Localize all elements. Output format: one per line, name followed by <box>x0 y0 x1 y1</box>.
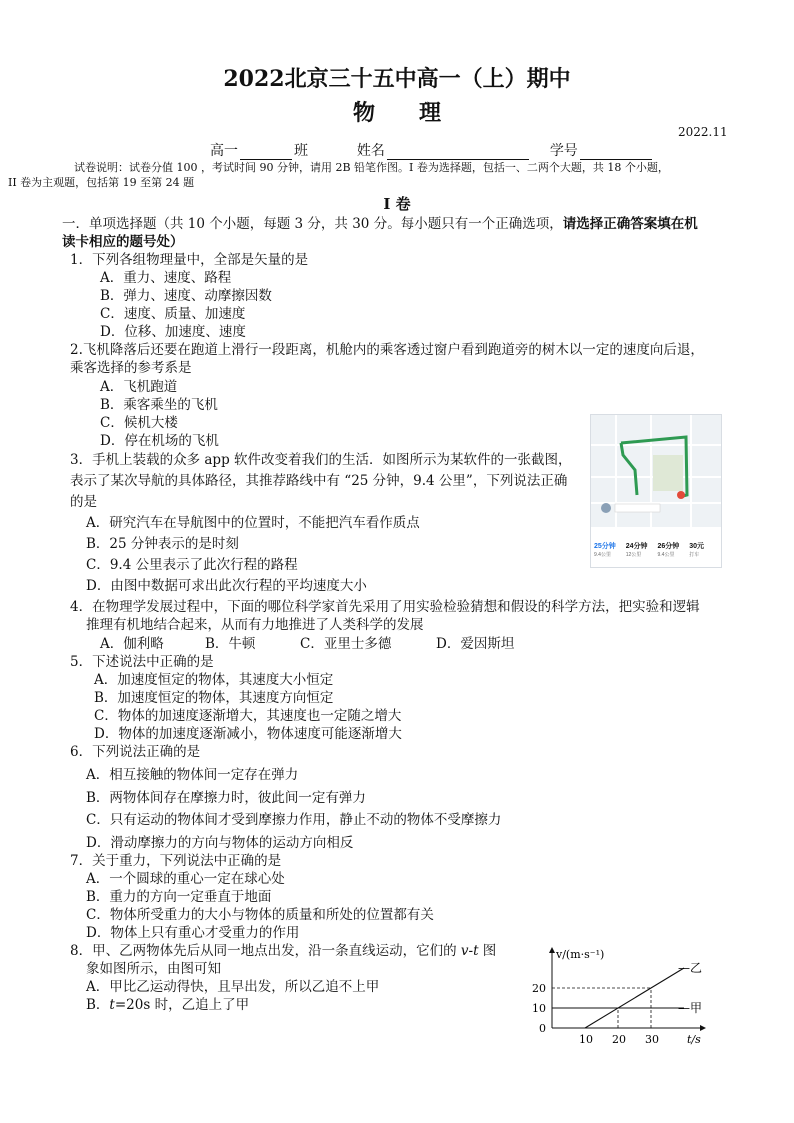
q1-option-c[interactable]: C．速度、质量、加速度 <box>100 306 246 322</box>
q5-stem: 5．下述说法中正确的是 <box>70 654 214 670</box>
instr-part-c: 读卡相应的题号处） <box>62 234 184 250</box>
q8-option-b[interactable] <box>86 996 249 1014</box>
q3-stem-3: 的是 <box>70 494 97 510</box>
graph-ticks <box>532 982 659 1046</box>
q2-option-b[interactable]: B．乘客乘坐的飞机 <box>100 397 218 413</box>
route-option[interactable] <box>591 541 626 558</box>
section-instructions <box>62 215 698 233</box>
instr-part-b: 请选择正确答案填在机 <box>562 216 698 232</box>
route-option[interactable] <box>626 541 658 558</box>
q3-option-c[interactable]: C．9.4 公里表示了此次行程的路程 <box>86 557 298 573</box>
exam-notes <box>8 160 782 190</box>
q4-option-b[interactable]: B．牛顿 <box>205 636 256 652</box>
q1-stem: 1．下列各组物理量中，全部是矢量的是 <box>70 252 309 268</box>
exam-date: 2022.11 <box>678 125 728 139</box>
q4-stem-1: 4．在物理学发展过程中，下面的哪位科学家首先采用了用实验检验猜想和假设的科学方法，把实验和逻辑 <box>70 599 700 615</box>
notes-line-1: 试卷说明：试卷分值 100 ，考试时间 90 分钟，请用 2B 铅笔作图。I 卷为选择题，包括一、二两个大题，共 18 个小题， <box>74 161 669 174</box>
q1-option-b[interactable]: B．弹力、速度、动摩擦因数 <box>100 288 272 304</box>
q8-option-b-text: =20s 时，乙追上了甲 <box>114 997 250 1013</box>
q7-stem: 7．关于重力，下列说法中正确的是 <box>70 853 282 869</box>
q5-option-d[interactable]: D．物体的加速度逐渐减小，物体速度可能逐渐增大 <box>94 726 402 742</box>
navigation-map-image <box>590 414 722 568</box>
name-label: 姓名 <box>356 143 385 159</box>
q4-option-c[interactable]: C．亚里士多德 <box>300 636 392 652</box>
q6-option-d[interactable]: D．滑动摩擦力的方向与物体的运动方向相反 <box>86 835 354 851</box>
q2-option-d[interactable]: D．停在机场的飞机 <box>100 433 219 449</box>
section-title: I 卷 <box>383 195 411 213</box>
q4-option-a[interactable]: A．伽利略 <box>100 636 164 652</box>
route-option[interactable] <box>658 541 690 558</box>
y-axis-label: v/(m·s⁻¹) <box>556 948 605 961</box>
q8-stem-text: 8．甲、乙两物体先后从同一地点出发，沿一条直线运动，它们的 <box>70 943 461 959</box>
q2-option-c[interactable]: C．候机大楼 <box>100 415 178 431</box>
q6-option-c[interactable]: C．只有运动的物体间才受到摩擦力作用，静止不动的物体不受摩擦力 <box>86 812 502 828</box>
q5-option-a[interactable]: A．加速度恒定的物体，其速度大小恒定 <box>94 672 334 688</box>
graph-series <box>552 961 702 1028</box>
x-tick-label: 20 <box>612 1033 626 1046</box>
q3-option-d[interactable]: D．由图中数据可求出此次行程的平均速度大小 <box>86 578 367 594</box>
y-tick-label: 10 <box>532 1002 546 1015</box>
notes-line-2: II 卷为主观题，包括第 19 至第 24 题 <box>8 176 195 189</box>
id-label: 学号 <box>549 143 578 159</box>
x-axis-label: t/s <box>687 1033 701 1046</box>
route-option[interactable] <box>689 541 721 558</box>
q2-stem-2: 乘客选择的参考系是 <box>70 360 192 376</box>
exam-subject: 物理 <box>352 100 485 126</box>
q8-stem-1 <box>70 942 496 960</box>
route-time: 30元 <box>689 543 705 550</box>
q2-option-a[interactable]: A．飞机跑道 <box>100 379 178 395</box>
x-tick-label: 30 <box>645 1033 659 1046</box>
q1-option-d[interactable]: D．位移、加速度、速度 <box>100 324 246 340</box>
route-time: 26分钟 <box>657 543 680 550</box>
series-line <box>585 968 684 1028</box>
vt-graph <box>520 940 720 1050</box>
q1-option-a[interactable]: A．重力、速度、路程 <box>100 270 232 286</box>
series-label: —乙 <box>678 961 703 975</box>
q8-stem-2: 象如图所示，由图可知 <box>86 961 221 977</box>
q8-vt-symbol: v-t <box>460 943 479 959</box>
exam-title: 2022北京三十五中高一（上）期中 <box>223 66 571 92</box>
q7-option-c[interactable]: C．物体所受重力的大小与物体的质量和所处的位置都有关 <box>86 907 434 923</box>
q4-option-d[interactable]: D．爱因斯坦 <box>436 636 515 652</box>
class-label: 高一 <box>210 143 238 159</box>
y-tick-label: 20 <box>532 982 546 995</box>
class-suffix: 班 <box>294 143 308 159</box>
q3-option-b[interactable]: B．25 分钟表示的是时刻 <box>86 536 239 552</box>
map-route-options <box>591 541 721 558</box>
q6-option-a[interactable]: A．相互接触的物体间一定存在弹力 <box>86 767 299 783</box>
q4-stem-2: 推理有机地结合起来，从而有力地推进了人类科学的发展 <box>86 617 424 633</box>
instr-part-a: 一．单项选择题（共 10 个小题，每题 3 分，共 30 分。每小题只有一个正确选项， <box>62 216 563 232</box>
x-tick-label: 10 <box>579 1033 593 1046</box>
q8-option-a[interactable]: A．甲比乙运动得快，且早出发，所以乙追不上甲 <box>86 979 380 995</box>
q7-option-a[interactable]: A．一个圆球的重心一定在球心处 <box>86 871 285 887</box>
class-blank[interactable] <box>240 145 292 160</box>
q6-stem: 6．下列说法正确的是 <box>70 744 201 760</box>
id-blank[interactable] <box>580 145 652 160</box>
q3-option-a[interactable]: A．研究汽车在导航图中的位置时，不能把汽车看作质点 <box>86 515 420 531</box>
student-info-line <box>210 140 654 160</box>
q7-option-b[interactable]: B．重力的方向一定垂直于地面 <box>86 889 272 905</box>
route-distance: 打车 <box>689 552 700 558</box>
series-label: —甲 <box>678 1001 703 1015</box>
q6-option-b[interactable]: B．两物体间存在摩擦力时，彼此间一定有弹力 <box>86 790 366 806</box>
q7-option-d[interactable]: D．物体上只有重心才受重力的作用 <box>86 925 300 941</box>
route-distance: 9.4公里 <box>594 552 611 558</box>
route-distance: 12公里 <box>625 552 642 558</box>
route-distance: 9.4公里 <box>657 552 675 558</box>
route-time: 24分钟 <box>625 543 648 550</box>
q3-stem-2: 表示了某次导航的具体路径，其推荐路线中有 “25 分钟，9.4 公里”，下列说法正确 <box>70 473 568 489</box>
route-time: 25分钟 <box>594 543 616 550</box>
q8-t-symbol: t <box>109 997 115 1013</box>
q2-stem-1: 2.飞机降落后还要在跑道上滑行一段距离，机舱内的乘客透过窗户看到跑道旁的树木以一定的速度向后退， <box>70 342 704 358</box>
q3-stem-1: 3．手机上装载的众多 app 软件改变着我们的生活．如图所示为某软件的一张截图， <box>70 452 572 468</box>
q5-option-c[interactable]: C．物体的加速度逐渐增大，其速度也一定随之增大 <box>94 708 402 724</box>
name-blank[interactable] <box>387 145 529 160</box>
q5-option-b[interactable]: B．加速度恒定的物体，其速度方向恒定 <box>94 690 334 706</box>
q8-option-b-prefix: B． <box>86 997 110 1013</box>
y-tick-label: 0 <box>539 1022 546 1035</box>
q8-stem-text-end: 图 <box>478 943 497 959</box>
